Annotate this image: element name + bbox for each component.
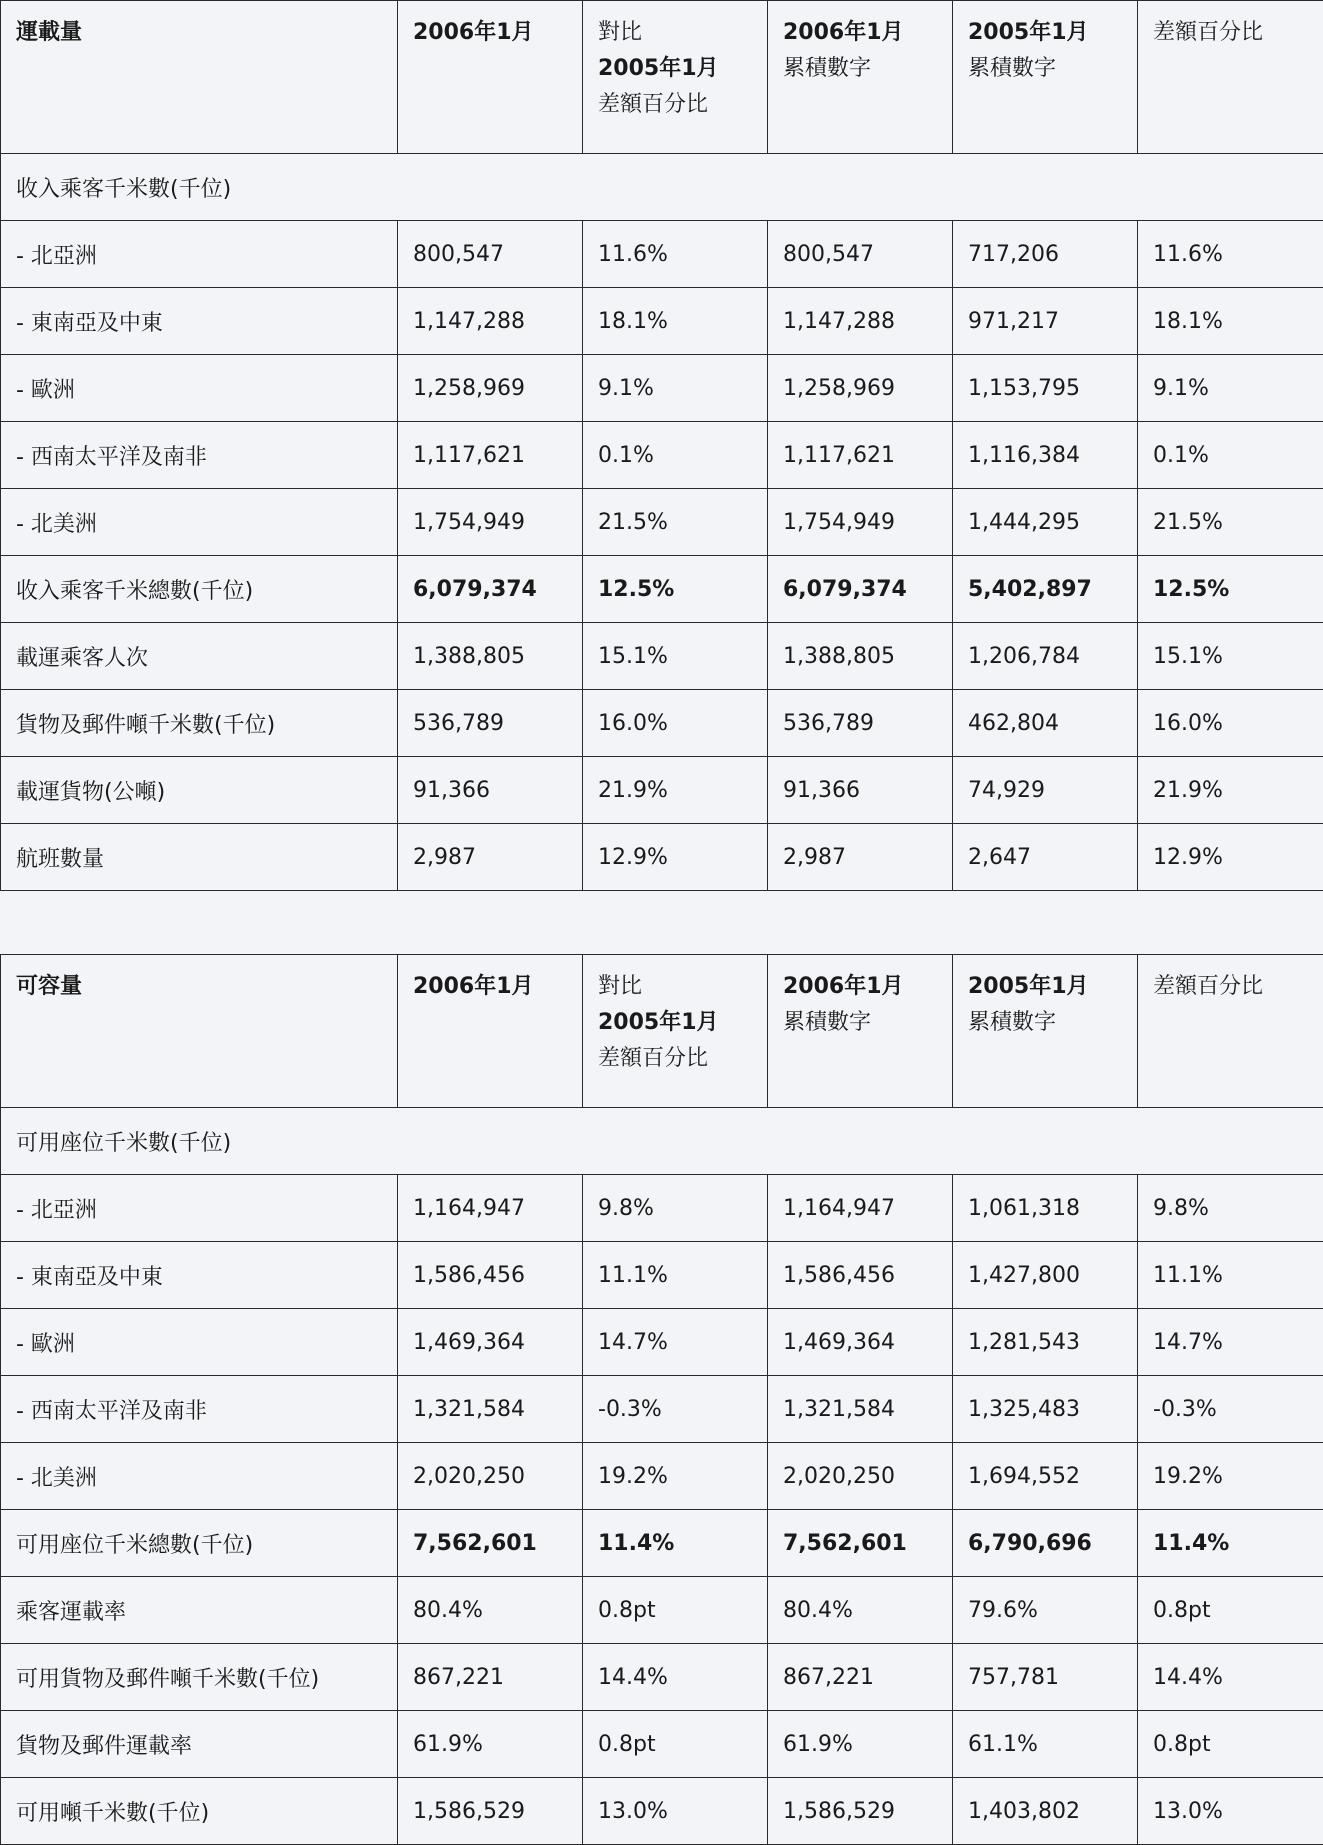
cell-value: 15.1% — [1138, 623, 1323, 690]
row-label: 貨物及郵件噸千米數(千位) — [1, 690, 398, 757]
table-row — [1, 1443, 1323, 1510]
cell-value: 1,147,288 — [398, 288, 583, 355]
row-label: - 西南太平洋及南非 — [1, 422, 398, 489]
cell-value: 9.8% — [1138, 1175, 1323, 1242]
cell-value: 1,388,805 — [398, 623, 583, 690]
cell-value: 12.5% — [583, 556, 768, 623]
cell-value: 14.7% — [1138, 1309, 1323, 1376]
cell-value: 1,586,456 — [768, 1242, 953, 1309]
cell-value: 19.2% — [1138, 1443, 1323, 1510]
cell-value: 21.9% — [583, 757, 768, 824]
table-row — [1, 623, 1323, 690]
cell-value: 800,547 — [398, 221, 583, 288]
cell-value: 1,444,295 — [953, 489, 1138, 556]
cell-value: 0.8pt — [583, 1577, 768, 1644]
cell-value: 867,221 — [398, 1644, 583, 1711]
cell-value: 1,164,947 — [768, 1175, 953, 1242]
header-cell: 可容量 — [1, 955, 398, 1108]
cell-value: 536,789 — [398, 690, 583, 757]
cell-value: 61.1% — [953, 1711, 1138, 1778]
cell-value: 1,258,969 — [398, 355, 583, 422]
table-row — [1, 221, 1323, 288]
cell-value: 5,402,897 — [953, 556, 1138, 623]
cell-value: 6,790,696 — [953, 1510, 1138, 1577]
row-label: 可用噸千米數(千位) — [1, 1778, 398, 1845]
cell-value: 18.1% — [583, 288, 768, 355]
cell-value: 1,754,949 — [398, 489, 583, 556]
table-row — [1, 1711, 1323, 1778]
cell-value: 1,403,802 — [953, 1778, 1138, 1845]
cell-value: 1,281,543 — [953, 1309, 1138, 1376]
cell-value: 74,929 — [953, 757, 1138, 824]
cell-value: 717,206 — [953, 221, 1138, 288]
cell-value: 0.1% — [583, 422, 768, 489]
cell-value: 11.6% — [583, 221, 768, 288]
header-cell: 2005年1月 累積數字 — [953, 955, 1138, 1108]
cell-value: 11.1% — [1138, 1242, 1323, 1309]
table-row — [1, 1778, 1323, 1845]
cell-value: 0.1% — [1138, 422, 1323, 489]
cell-value: 91,366 — [398, 757, 583, 824]
cell-value: 1,164,947 — [398, 1175, 583, 1242]
section-label-row — [1, 154, 1323, 221]
header-cell: 對比 2005年1月 差額百分比 — [583, 1, 768, 154]
cell-value: 18.1% — [1138, 288, 1323, 355]
header-cell: 運載量 — [1, 1, 398, 154]
row-label: 收入乘客千米總數(千位) — [1, 556, 398, 623]
cell-value: 800,547 — [768, 221, 953, 288]
table-spacer — [0, 891, 1323, 954]
row-label: - 北美洲 — [1, 489, 398, 556]
cell-value: 6,079,374 — [398, 556, 583, 623]
cell-value: 2,020,250 — [768, 1443, 953, 1510]
cell-value: 1,206,784 — [953, 623, 1138, 690]
cell-value: 1,586,529 — [398, 1778, 583, 1845]
cell-value: 11.4% — [583, 1510, 768, 1577]
table-row — [1, 1309, 1323, 1376]
row-label: 可用座位千米總數(千位) — [1, 1510, 398, 1577]
header-cell: 2006年1月 累積數字 — [768, 955, 953, 1108]
cell-value: -0.3% — [583, 1376, 768, 1443]
cell-value: 1,427,800 — [953, 1242, 1138, 1309]
cell-value: 0.8pt — [583, 1711, 768, 1778]
table-row — [1, 489, 1323, 556]
cell-value: 1,586,529 — [768, 1778, 953, 1845]
header-cell: 差額百分比 — [1138, 955, 1323, 1108]
cell-value: 15.1% — [583, 623, 768, 690]
cell-value: 2,987 — [398, 824, 583, 891]
cell-value: 11.6% — [1138, 221, 1323, 288]
row-label: 可用貨物及郵件噸千米數(千位) — [1, 1644, 398, 1711]
table-row — [1, 1644, 1323, 1711]
cell-value: 9.8% — [583, 1175, 768, 1242]
table-row — [1, 288, 1323, 355]
cell-value: 9.1% — [583, 355, 768, 422]
cell-value: 1,258,969 — [768, 355, 953, 422]
cell-value: 61.9% — [398, 1711, 583, 1778]
cell-value: 2,987 — [768, 824, 953, 891]
cell-value: 21.9% — [1138, 757, 1323, 824]
cell-value: 1,754,949 — [768, 489, 953, 556]
cell-value: 1,117,621 — [768, 422, 953, 489]
row-label: - 北美洲 — [1, 1443, 398, 1510]
table-row — [1, 355, 1323, 422]
cell-value: 0.8pt — [1138, 1577, 1323, 1644]
cell-value: 11.4% — [1138, 1510, 1323, 1577]
cell-value: 867,221 — [768, 1644, 953, 1711]
cell-value: 1,586,456 — [398, 1242, 583, 1309]
cell-value: 536,789 — [768, 690, 953, 757]
cell-value: 11.1% — [583, 1242, 768, 1309]
cell-value: 13.0% — [583, 1778, 768, 1845]
cell-value: 1,325,483 — [953, 1376, 1138, 1443]
cell-value: 2,020,250 — [398, 1443, 583, 1510]
section-label: 可用座位千米數(千位) — [1, 1108, 1323, 1175]
cell-value: 1,147,288 — [768, 288, 953, 355]
table-row — [1, 1242, 1323, 1309]
cell-value: 14.7% — [583, 1309, 768, 1376]
cell-value: 1,694,552 — [953, 1443, 1138, 1510]
cell-value: 80.4% — [398, 1577, 583, 1644]
cell-value: 1,321,584 — [398, 1376, 583, 1443]
cell-value: 12.9% — [583, 824, 768, 891]
cell-value: 1,153,795 — [953, 355, 1138, 422]
table-row — [1, 757, 1323, 824]
cell-value: 79.6% — [953, 1577, 1138, 1644]
cell-value: 1,388,805 — [768, 623, 953, 690]
cell-value: 1,061,318 — [953, 1175, 1138, 1242]
row-label: - 北亞洲 — [1, 1175, 398, 1242]
table-row — [1, 1175, 1323, 1242]
header-cell: 2006年1月 — [398, 1, 583, 154]
row-label: - 歐洲 — [1, 1309, 398, 1376]
row-label: 乘客運載率 — [1, 1577, 398, 1644]
section-label: 收入乘客千米數(千位) — [1, 154, 1323, 221]
cell-value: 757,781 — [953, 1644, 1138, 1711]
row-label: 載運乘客人次 — [1, 623, 398, 690]
table-header-row — [1, 1, 1323, 154]
row-label: - 西南太平洋及南非 — [1, 1376, 398, 1443]
table-row — [1, 1376, 1323, 1443]
section-label-row — [1, 1108, 1323, 1175]
cell-value: 14.4% — [583, 1644, 768, 1711]
header-cell: 差額百分比 — [1138, 1, 1323, 154]
cell-value: 2,647 — [953, 824, 1138, 891]
row-label: - 歐洲 — [1, 355, 398, 422]
cell-value: 1,116,384 — [953, 422, 1138, 489]
table-row — [1, 422, 1323, 489]
cell-value: 12.9% — [1138, 824, 1323, 891]
table-header-row — [1, 955, 1323, 1108]
cell-value: 462,804 — [953, 690, 1138, 757]
cell-value: 13.0% — [1138, 1778, 1323, 1845]
traffic-table — [0, 0, 1323, 891]
cell-value: -0.3% — [1138, 1376, 1323, 1443]
cell-value: 21.5% — [583, 489, 768, 556]
cell-value: 1,321,584 — [768, 1376, 953, 1443]
row-label: - 東南亞及中東 — [1, 1242, 398, 1309]
cell-value: 80.4% — [768, 1577, 953, 1644]
cell-value: 12.5% — [1138, 556, 1323, 623]
total-row — [1, 1510, 1323, 1577]
cell-value: 9.1% — [1138, 355, 1323, 422]
table-row — [1, 690, 1323, 757]
header-cell: 2006年1月 累積數字 — [768, 1, 953, 154]
row-label: 航班數量 — [1, 824, 398, 891]
cell-value: 91,366 — [768, 757, 953, 824]
header-cell: 2005年1月 累積數字 — [953, 1, 1138, 154]
cell-value: 7,562,601 — [768, 1510, 953, 1577]
capacity-table — [0, 954, 1323, 1845]
cell-value: 971,217 — [953, 288, 1138, 355]
cell-value: 14.4% — [1138, 1644, 1323, 1711]
header-cell: 2006年1月 — [398, 955, 583, 1108]
row-label: 載運貨物(公噸) — [1, 757, 398, 824]
cell-value: 7,562,601 — [398, 1510, 583, 1577]
table-row — [1, 1577, 1323, 1644]
cell-value: 1,469,364 — [398, 1309, 583, 1376]
cell-value: 61.9% — [768, 1711, 953, 1778]
cell-value: 19.2% — [583, 1443, 768, 1510]
cell-value: 0.8pt — [1138, 1711, 1323, 1778]
cell-value: 6,079,374 — [768, 556, 953, 623]
row-label: - 東南亞及中東 — [1, 288, 398, 355]
row-label: - 北亞洲 — [1, 221, 398, 288]
header-cell: 對比 2005年1月 差額百分比 — [583, 955, 768, 1108]
total-row — [1, 556, 1323, 623]
table-row — [1, 824, 1323, 891]
cell-value: 21.5% — [1138, 489, 1323, 556]
cell-value: 1,117,621 — [398, 422, 583, 489]
cell-value: 1,469,364 — [768, 1309, 953, 1376]
row-label: 貨物及郵件運載率 — [1, 1711, 398, 1778]
cell-value: 16.0% — [583, 690, 768, 757]
cell-value: 16.0% — [1138, 690, 1323, 757]
